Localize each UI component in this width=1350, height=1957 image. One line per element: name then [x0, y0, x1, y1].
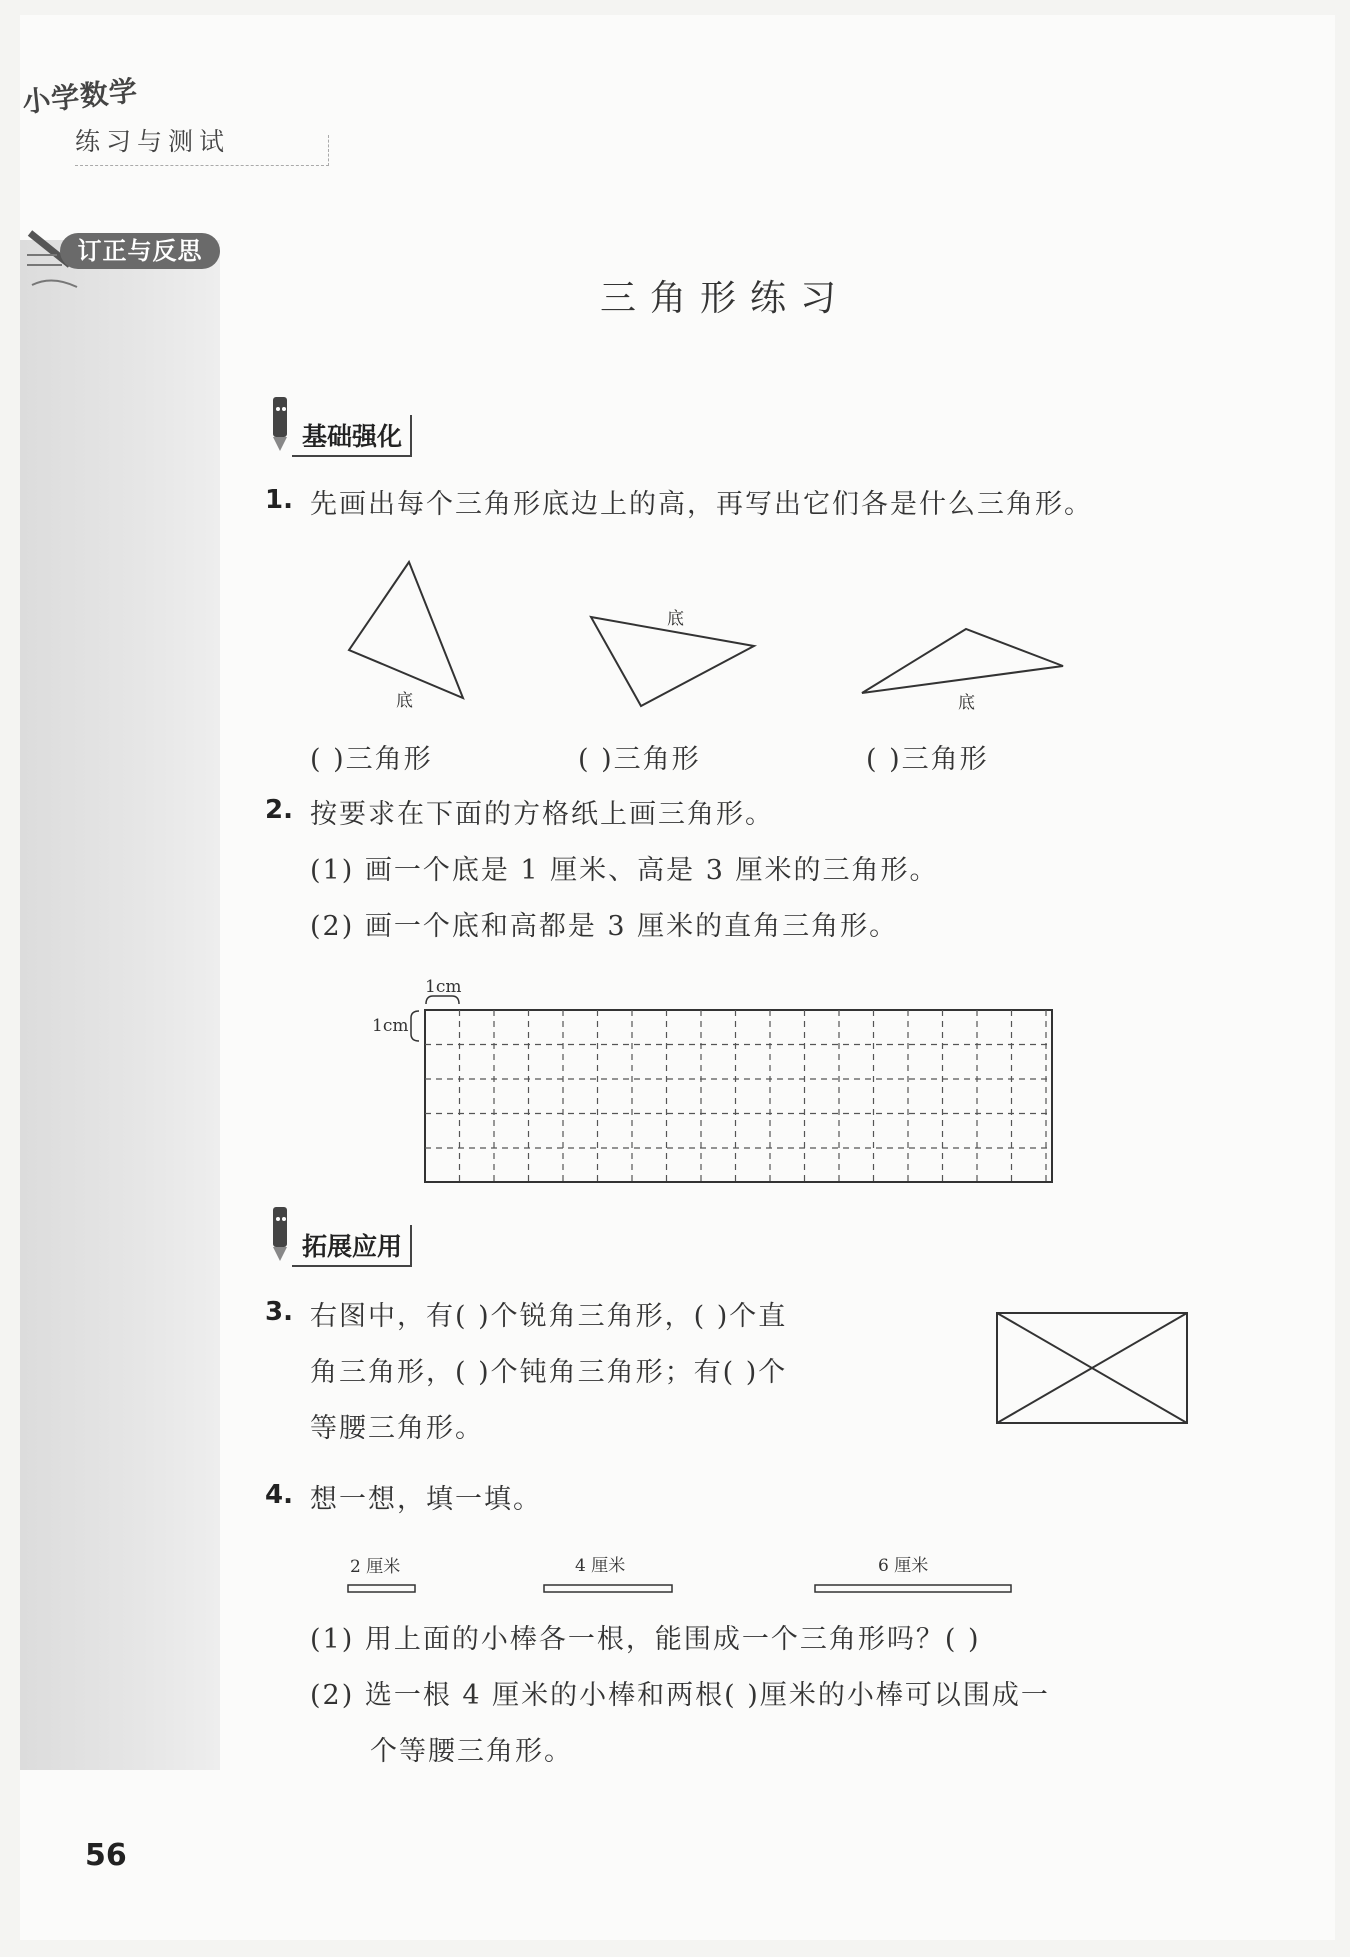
book-subtitle: 练习与测试	[75, 127, 231, 156]
q2-text: 按要求在下面的方格纸上画三角形。	[310, 799, 774, 830]
q2-sub2: (2) 画一个底和高都是 3 厘米的直角三角形。	[310, 911, 899, 942]
stick-label-4: 4 厘米	[575, 1556, 626, 1576]
base-label-3: 底	[958, 693, 975, 713]
grid-unit-top: 1cm	[425, 977, 462, 997]
q4-sub2-line2: 个等腰三角形。	[370, 1736, 573, 1767]
base-label-2: 底	[667, 609, 684, 629]
q4-number: 4.	[265, 1480, 293, 1510]
grid-unit-left: 1cm	[372, 1016, 409, 1036]
q3-line2: 角三角形，( )个钝角三角形；有( )个	[310, 1357, 788, 1388]
subtitle-dashed-box	[75, 135, 329, 166]
q4-text: 想一想，填一填。	[310, 1484, 542, 1515]
q3-number: 3.	[265, 1297, 293, 1327]
page-number: 56	[85, 1838, 127, 1873]
pencil-mascot-icon	[265, 395, 295, 455]
book-title: 小学数学	[20, 74, 140, 119]
q1-answer-2: ( )三角形	[578, 744, 701, 775]
section-extend: 拓展应用	[292, 1225, 412, 1267]
q2-sub1: (1) 画一个底是 1 厘米、高是 3 厘米的三角形。	[310, 855, 939, 886]
q2-number: 2.	[265, 795, 293, 825]
stick-label-6: 6 厘米	[878, 1556, 929, 1576]
q3-line3: 等腰三角形。	[310, 1413, 484, 1444]
base-label-1: 底	[396, 691, 413, 711]
correction-tab: 订正与反思	[60, 233, 220, 269]
q1-text: 先画出每个三角形底边上的高，再写出它们各是什么三角形。	[310, 489, 1093, 520]
pencil-mascot-icon-2	[265, 1205, 295, 1265]
stick-label-2: 2 厘米	[350, 1557, 401, 1577]
q3-line1: 右图中，有( )个锐角三角形，( )个直	[310, 1301, 788, 1332]
q4-sub1: (1) 用上面的小棒各一根，能围成一个三角形吗？( )	[310, 1624, 981, 1655]
q1-number: 1.	[265, 485, 293, 515]
q1-answer-3: ( )三角形	[866, 744, 989, 775]
section-basic: 基础强化	[292, 415, 412, 457]
q4-sub2-line1: (2) 选一根 4 厘米的小棒和两根( )厘米的小棒可以围成一	[310, 1680, 1050, 1711]
correction-margin	[20, 240, 220, 1770]
q1-answer-1: ( )三角形	[310, 744, 433, 775]
chapter-title: 三角形练习	[600, 278, 851, 319]
